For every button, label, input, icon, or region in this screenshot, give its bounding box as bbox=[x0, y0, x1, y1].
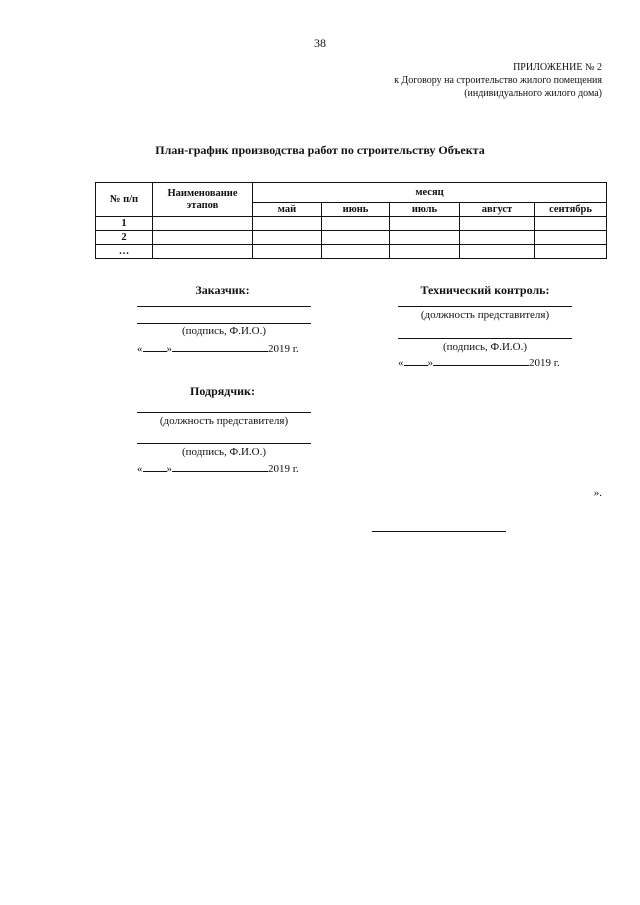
stage-cell bbox=[153, 231, 253, 245]
schedule-cell bbox=[253, 217, 322, 231]
contractor-date-line bbox=[137, 461, 299, 475]
customer-signature-line-1 bbox=[137, 306, 311, 307]
tech-control-position-caption: (должность представителя) bbox=[420, 309, 550, 321]
contractor-label: Подрядчик: bbox=[190, 384, 255, 398]
table-row bbox=[96, 245, 607, 259]
schedule-cell bbox=[535, 245, 607, 259]
table-row bbox=[96, 217, 607, 231]
date-open-quote: « bbox=[398, 357, 404, 369]
contractor-signature-line bbox=[137, 443, 311, 444]
header-stage-name: Наименование этапов bbox=[153, 183, 253, 217]
date-open-quote: « bbox=[137, 463, 143, 475]
footnote-separator-line bbox=[372, 531, 506, 532]
day-blank bbox=[143, 461, 167, 472]
row-number: 1 bbox=[96, 217, 153, 231]
annex-title: ПРИЛОЖЕНИЕ № 2 bbox=[513, 62, 602, 73]
stage-cell bbox=[153, 217, 253, 231]
customer-signature-line-2 bbox=[137, 323, 311, 324]
tech-control-signature-caption: (подпись, Ф.И.О.) bbox=[443, 341, 527, 353]
month-blank bbox=[172, 461, 268, 472]
month-blank bbox=[172, 341, 268, 352]
schedule-cell bbox=[460, 217, 535, 231]
header-month-july: июль bbox=[390, 203, 460, 217]
row-number: … bbox=[96, 245, 153, 259]
customer-label: Заказчик: bbox=[195, 283, 250, 297]
work-schedule-table bbox=[95, 182, 607, 259]
header-row-number: № п/п bbox=[96, 183, 153, 217]
contractor-position-caption: (должность представителя) bbox=[159, 415, 289, 427]
schedule-cell bbox=[322, 217, 390, 231]
header-month-september: сентябрь bbox=[535, 203, 607, 217]
header-month-may: май bbox=[253, 203, 322, 217]
annex-subtitle-line-2: (индивидуального жилого дома) bbox=[464, 88, 602, 99]
month-blank bbox=[433, 355, 529, 366]
customer-signature-caption: (подпись, Ф.И.О.) bbox=[182, 325, 266, 337]
date-year: 2019 г. bbox=[268, 343, 299, 355]
stage-cell bbox=[153, 245, 253, 259]
contractor-signature-caption: (подпись, Ф.И.О.) bbox=[182, 446, 266, 458]
schedule-cell bbox=[535, 231, 607, 245]
tech-control-signature-line bbox=[398, 338, 572, 339]
schedule-cell bbox=[535, 217, 607, 231]
schedule-cell bbox=[253, 231, 322, 245]
day-blank bbox=[143, 341, 167, 352]
tech-control-date-line bbox=[398, 355, 560, 369]
table-row bbox=[96, 231, 607, 245]
schedule-cell bbox=[390, 231, 460, 245]
date-year: 2019 г. bbox=[529, 357, 560, 369]
schedule-cell bbox=[460, 245, 535, 259]
annex-subtitle-line-1: к Договору на строительство жилого помещения bbox=[394, 75, 602, 86]
tech-control-label: Технический контроль: bbox=[420, 283, 550, 297]
schedule-cell bbox=[322, 231, 390, 245]
customer-date-line bbox=[137, 341, 299, 355]
date-close-quote: » bbox=[166, 463, 172, 475]
date-close-quote: » bbox=[166, 343, 172, 355]
date-close-quote: » bbox=[427, 357, 433, 369]
schedule-cell bbox=[253, 245, 322, 259]
date-open-quote: « bbox=[137, 343, 143, 355]
tech-control-position-line bbox=[398, 306, 572, 307]
schedule-cell bbox=[390, 217, 460, 231]
day-blank bbox=[404, 355, 428, 366]
document-title: План-график производства работ по строительству Объекта bbox=[155, 143, 485, 157]
schedule-cell bbox=[322, 245, 390, 259]
header-month-june: июнь bbox=[322, 203, 390, 217]
schedule-cell bbox=[460, 231, 535, 245]
header-month: месяц bbox=[253, 183, 607, 203]
header-month-august: август bbox=[460, 203, 535, 217]
contractor-position-line bbox=[137, 412, 311, 413]
closing-quote-mark: ». bbox=[593, 487, 602, 499]
row-number: 2 bbox=[96, 231, 153, 245]
date-year: 2019 г. bbox=[268, 463, 299, 475]
schedule-cell bbox=[390, 245, 460, 259]
page-number: 38 bbox=[314, 36, 326, 50]
